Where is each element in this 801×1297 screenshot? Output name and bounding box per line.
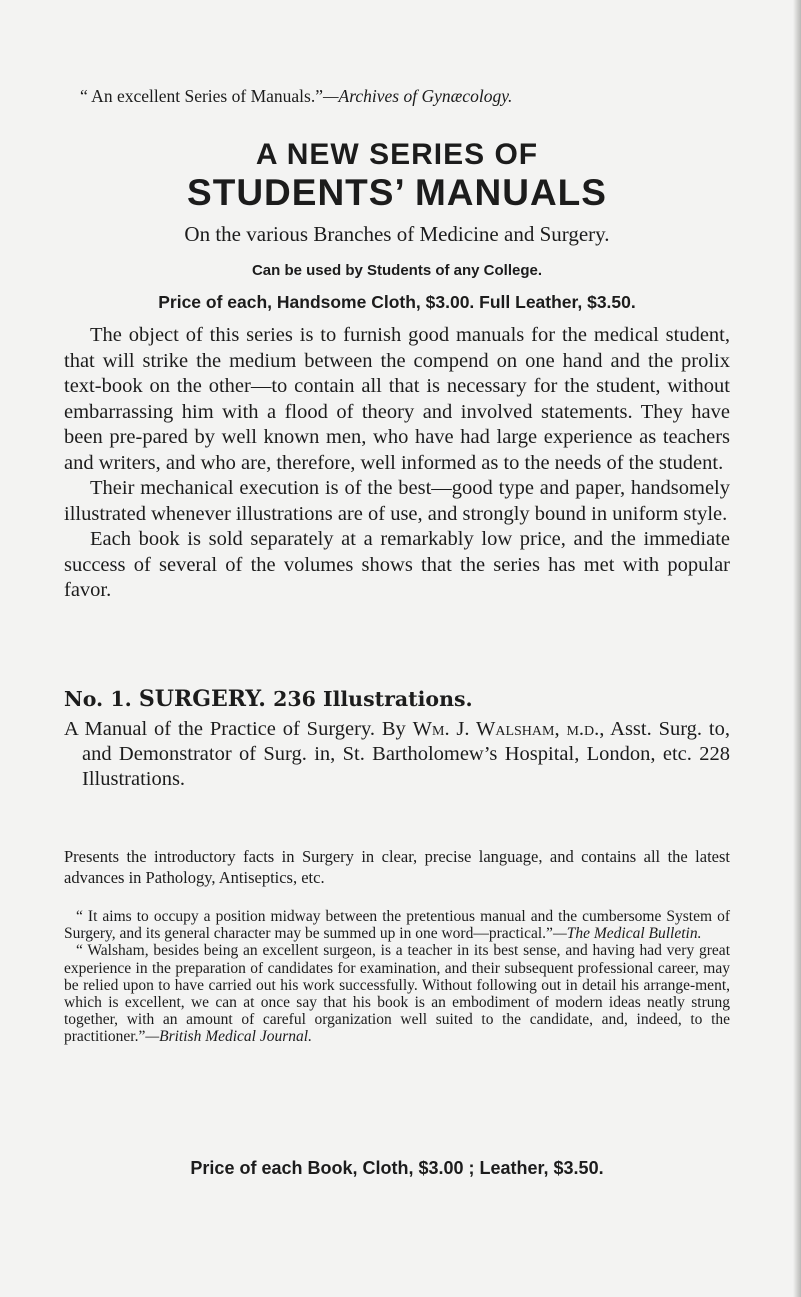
book-number: No. 1. [64, 687, 132, 711]
review-text: “ It aims to occupy a position midway between the pretentious manual and the cumbersome System of Surgery, and its general character may be summed up in one word—practical.” [64, 908, 730, 943]
review-source: —The Medical Bulletin. [552, 925, 702, 943]
book-heading [64, 686, 730, 712]
reviews [64, 908, 730, 1046]
description-text-cont: Asst. Surg. to, and Demonstrator of Surg. in, St. Bartholomew’s Hospital, London, etc. 228 Illustrations. [82, 718, 730, 790]
intro-paragraph: The object of this series is to furnish good manuals for the medical student, that will strike the medium between the compend on one hand and the prolix text-book on the other—to contain all that is necessary for the student, without embarrassing him with a flood of theory and involved statements. They have been pre-pared by well known men, who have had large experience as teachers and writers, and who are, therefore, well informed as to the needs of the student. [64, 324, 730, 474]
intro-paragraph: Their mechanical execution is of the best—good type and paper, handsomely illustrated whenever illustrations are of use, and strongly bound in uniform style. [64, 477, 730, 525]
intro-text [64, 323, 730, 604]
epigraph-quote: “ An excellent Series of Manuals.” [80, 86, 323, 106]
summary-text: Presents the introductory facts in Surgery in clear, precise language, and contains all the latest advances in Pathology, Antiseptics, etc. [64, 847, 730, 887]
intro-paragraph: Each book is sold separately at a remarkably low price, and the immediate success of several of the volumes shows that the series has met with popular favor. [64, 528, 730, 601]
book-illustrations: 236 Illustrations. [273, 687, 473, 711]
book-price: Price of each Book, Cloth, $3.00 ; Leather, $3.50. [190, 1158, 604, 1178]
series-price: Price of each, Handsome Cloth, $3.00. Full Leather, $3.50. [158, 292, 636, 312]
description-text: A Manual of the Practice of Surgery. By [64, 718, 413, 740]
epigraph [80, 86, 730, 107]
book-subject: SURGERY. [138, 686, 266, 712]
author-name: Wm. J. Walsham, m.d., [412, 718, 605, 740]
review-bulletin [64, 908, 730, 942]
book-summary [64, 846, 730, 888]
page-edge-shadow [793, 0, 801, 1297]
college-note: Can be used by Students of any College. [251, 262, 543, 279]
book-description [64, 717, 730, 792]
epigraph-source: —Archives of Gynæcology. [322, 86, 513, 106]
title-line-1: A NEW SERIES OF [255, 138, 539, 171]
title-line-2: STUDENTS’ MANUALS [187, 172, 607, 213]
review-source: —British Medical Journal. [145, 1028, 312, 1046]
review-text: “ Walsham, besides being an excellent surgeon, is a teacher in its best sense, and having had very great experience in the preparation of candidates for examination, and their subsequent professional career, may be relied upon to have carried out his work successfully. Without following out in detail his arrange-ment, which is excellent, we can at once say that his book is an embodiment of modern ideas neatly strung together, with an amount of careful organization well suited to the candidate, and, indeed, to the practitioner.” [64, 942, 730, 1046]
review-bmj [64, 942, 730, 1045]
subtitle: On the various Branches of Medicine and Surgery. [184, 222, 610, 246]
